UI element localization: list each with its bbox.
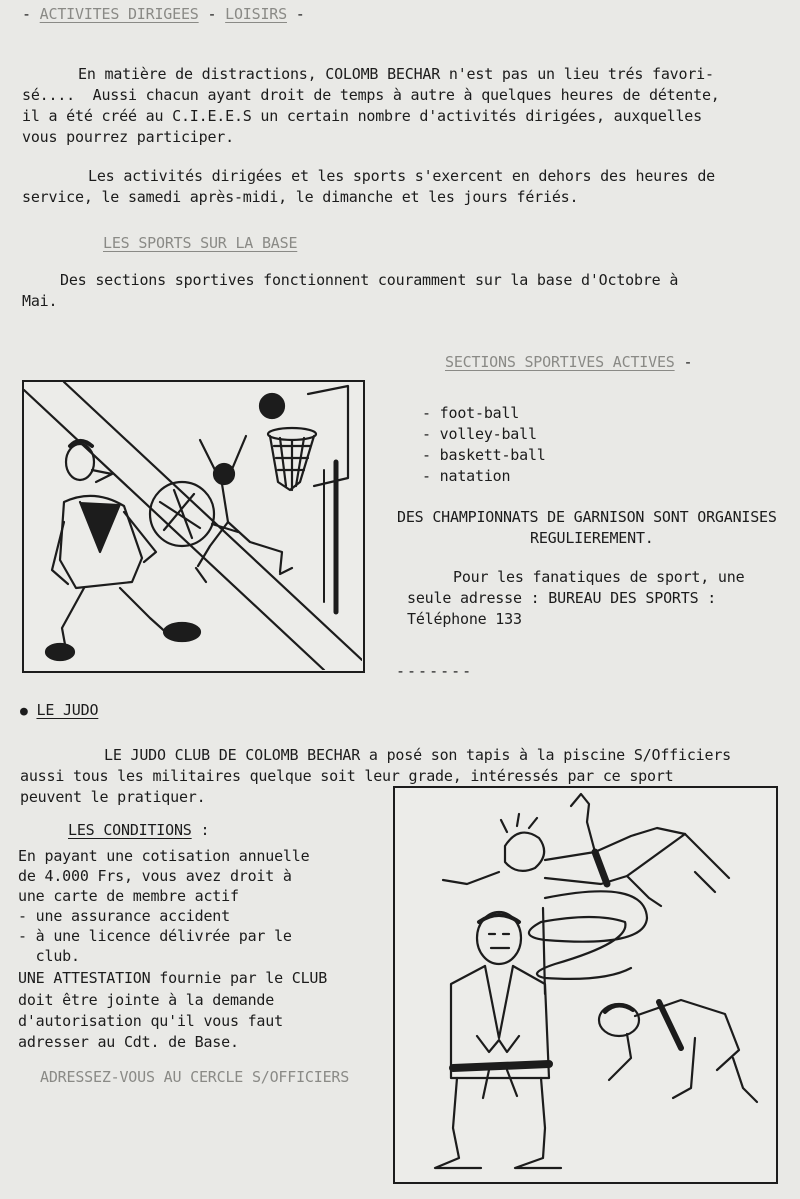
sections-heading-suffix: - [674, 353, 693, 371]
sport-item-swimming: - natation [422, 467, 511, 485]
condition-line-6: club. [18, 947, 80, 965]
schedule-line-1: Les activités dirigées et les sports s'exercent en dehors des heures de [88, 167, 715, 185]
judo-line-1: LE JUDO CLUB DE COLOMB BECHAR a posé son tapis à la piscine S/Officiers [104, 746, 731, 764]
condition-line-9: d'autorisation qu'il vous faut [18, 1012, 283, 1030]
schedule-line-2: service, le samedi après-midi, le dimanche et les jours fériés. [22, 188, 579, 206]
contact-line-3: Téléphone 133 [407, 610, 522, 628]
intro-line-3: il a été créé au C.I.E.E.S un certain nombre d'activités dirigées, auxquelles [22, 107, 702, 125]
condition-line-7: UNE ATTESTATION fournie par le CLUB [18, 969, 328, 987]
judo-heading: LE JUDO [36, 701, 99, 719]
page-header [22, 4, 305, 25]
judo-line-2: aussi tous les militaires quelque soit leur grade, intéressés par ce sport [20, 767, 674, 785]
sports-line-1: Des sections sportives fonctionnent couramment sur la base d'Octobre à [60, 271, 679, 289]
judo-heading-row [20, 700, 98, 722]
contact-line-2: seule adresse : BUREAU DES SPORTS : [407, 589, 717, 607]
sport-item-football: - foot-ball [422, 404, 520, 422]
sections-heading: SECTIONS SPORTIVES ACTIVES [445, 353, 675, 371]
sports-line-2: Mai. [22, 292, 58, 310]
basketball-illustration [22, 380, 365, 673]
intro-line-4: vous pourrez participer. [22, 128, 234, 146]
condition-line-3: une carte de membre actif [18, 887, 239, 905]
judo-address: ADRESSEZ-VOUS AU CERCLE S/OFFICIERS [40, 1068, 350, 1086]
header-title-part2: LOISIRS [225, 5, 287, 23]
judo-illustration [393, 786, 778, 1184]
bullet-icon: ● [20, 704, 28, 719]
section-divider: ------- [396, 662, 474, 680]
intro-line-1: En matière de distractions, COLOMB BECHAR n'est pas un lieu trés favori- [78, 65, 714, 83]
championships-line-2: REGULIEREMENT. [530, 529, 654, 547]
sport-item-volleyball: - volley-ball [422, 425, 537, 443]
sections-heading-row [445, 352, 692, 373]
judo-drawing [395, 788, 775, 1181]
conditions-heading: LES CONDITIONS [68, 821, 192, 839]
contact-line-1: Pour les fanatiques de sport, une [453, 568, 745, 586]
header-suffix: - [286, 5, 305, 23]
header-prefix: - [22, 5, 40, 23]
basketball-drawing [24, 382, 362, 670]
condition-line-5: - à une licence délivrée par le [18, 927, 292, 945]
championships-line-1: DES CHAMPIONNATS DE GARNISON SONT ORGANISES [397, 508, 777, 526]
condition-line-10: adresser au Cdt. de Base. [18, 1033, 239, 1051]
header-separator: - [198, 5, 226, 23]
intro-line-2: sé.... Aussi chacun ayant droit de temps à autre à quelques heures de détente, [22, 86, 720, 104]
condition-line-8: doit être jointe à la demande [18, 991, 275, 1009]
judo-line-3: peuvent le pratiquer. [20, 788, 206, 806]
conditions-heading-suffix: : [191, 821, 210, 839]
condition-line-4: - une assurance accident [18, 907, 230, 925]
sports-heading: LES SPORTS SUR LA BASE [103, 234, 298, 252]
condition-line-1: En payant une cotisation annuelle [18, 847, 310, 865]
condition-line-2: de 4.000 Frs, vous avez droit à [18, 867, 292, 885]
conditions-heading-row [68, 820, 209, 841]
header-title-part1: ACTIVITES DIRIGEES [39, 5, 199, 23]
sport-item-basketball: - baskett-ball [422, 446, 546, 464]
